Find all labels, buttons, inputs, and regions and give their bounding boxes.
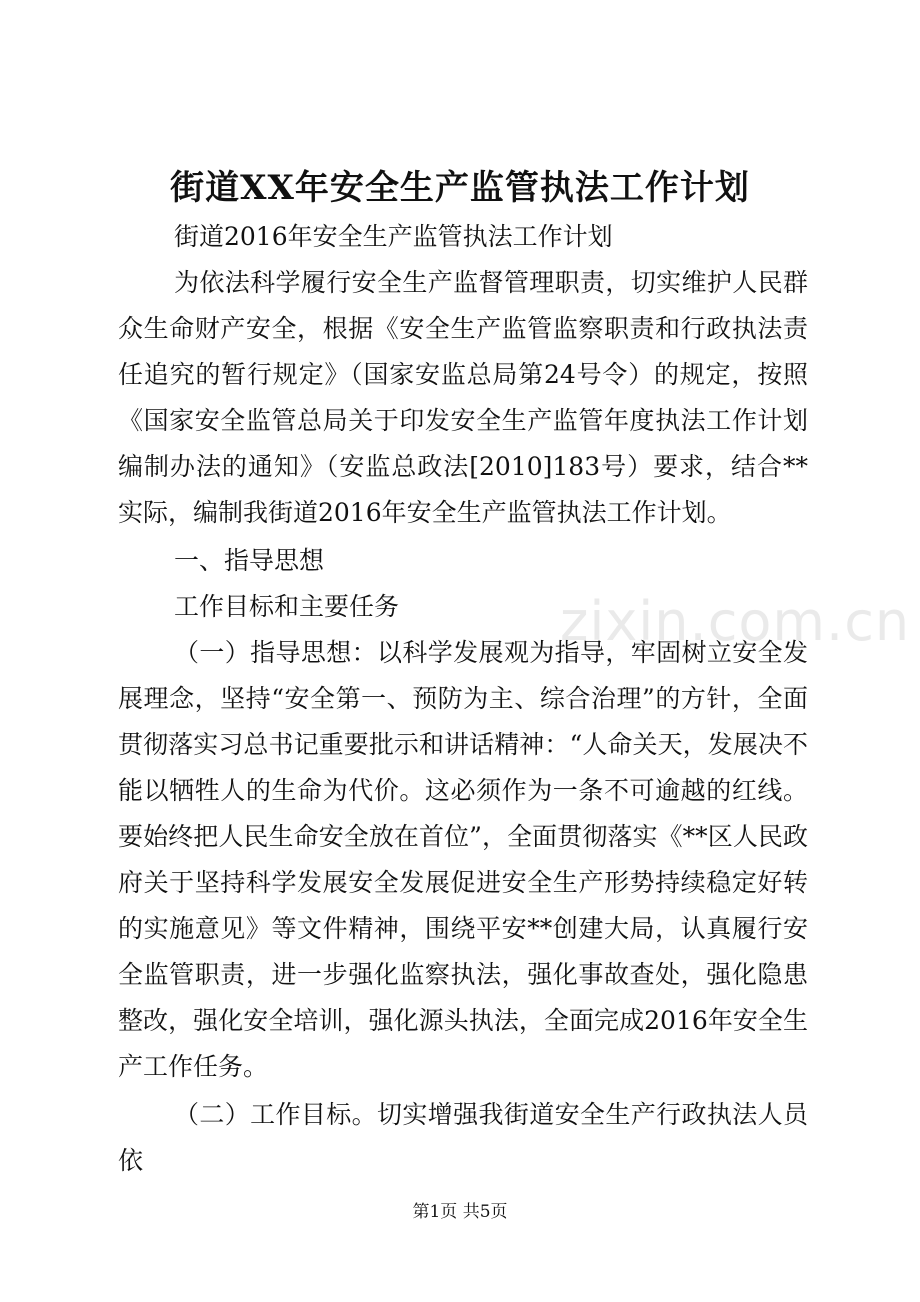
heading-guiding-thought: 一、指导思想 bbox=[174, 546, 325, 575]
document-body bbox=[118, 214, 808, 1184]
paragraph-work-goals: （二）工作目标。切实增强我街道安全生产行政执法人员依 bbox=[118, 1100, 808, 1175]
paragraph-guiding-thought: （一）指导思想：以科学发展观为指导，牢固树立安全发展理念，坚持“安全第一、预防为主、综合治理”的方针，全面贯彻落实习总书记重要批示和讲话精神：“人命关天，发展决不能以牺牲人的生命为代价。这必须作为一条不可逾越的红线。要始终把人民生命安全放在首位”，全面贯彻落实《**区人民政府关于坚持科学发展安全发展促进安全生产形势持续稳定好转的实施意见》等文件精神，围绕平安**创建大局，认真履行安全监管职责，进一步强化监察执法，强化事故查处，强化隐患整改，强化安全培训，强化源头执法，全面完成2016年安全生产工作任务。 bbox=[118, 638, 808, 1081]
page-footer: 第1页 共5页 bbox=[412, 1202, 508, 1222]
paragraph-intro: 为依法科学履行安全生产监督管理职责，切实维护人民群众生命财产安全，根据《安全生产监管监察职责和行政执法责任追究的暂行规定》（国家安监总局第24号令）的规定，按照《国家安全监管总局关于印发安全生产监管年度执法工作计划编制办法的通知》（安监总政法[2010]183号）要求，结合**实际，编制我街道2016年安全生产监管执法工作计划。 bbox=[118, 268, 808, 527]
document-title: 街道XX年安全生产监管执法工作计划 bbox=[170, 168, 750, 208]
heading-goals-tasks: 工作目标和主要任务 bbox=[174, 592, 400, 621]
paragraph-subtitle: 街道2016年安全生产监管执法工作计划 bbox=[174, 222, 613, 251]
watermark: zixin.com.cn bbox=[560, 590, 911, 653]
